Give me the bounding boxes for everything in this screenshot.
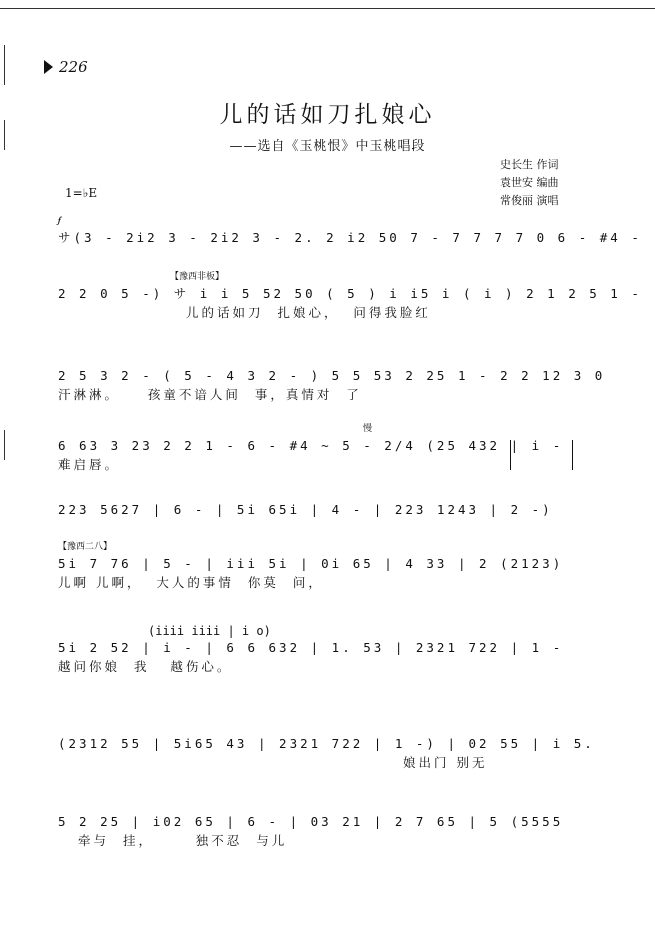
bar-line <box>572 440 573 470</box>
section-tag <box>58 798 578 812</box>
score-system <box>58 720 595 772</box>
notation-line: 6 63 3 23 2 2 1 - 6 - #4 ~ 5 - 2/4 (25 432 | i - <box>58 438 564 453</box>
notation-line: 223 5627 | 6 - | 5i 65i | 4 - | 223 1243 | 2 -) <box>58 502 553 517</box>
notation-line: 2 5 3 2 - ( 5 - 4 3 2 - ) 5 5 53 2 25 1 - 2 2 12 3 0 <box>58 368 606 383</box>
score-system <box>58 214 642 248</box>
song-title: 儿的话如刀扎娘心 <box>219 102 436 128</box>
section-tag: 【豫西二八】 <box>58 542 113 552</box>
lyric-line: 娘出门 别无 <box>403 755 488 770</box>
lyric-line: 儿啊 儿啊， 大人的事情 你莫 问， <box>58 575 324 590</box>
notation-line: 2 2 0 5 -) サ i i 5 52 50 ( 5 ) i i5 i ( i ) 2 1 2 5 1 - <box>58 286 642 301</box>
score-system <box>58 270 642 322</box>
lyric-line: 儿的话如刀 扎娘心， 问得我脸红 <box>186 305 431 320</box>
section-tag <box>58 352 578 366</box>
top-rule <box>0 8 655 9</box>
notation-line: 5i 7 76 | 5 - | iii 5i | 0i 65 | 4 33 | 2 (2123) <box>58 556 564 571</box>
score-system <box>58 352 606 404</box>
accompaniment-line: (iiii iiii | i o) <box>148 624 271 638</box>
notation-line: 5 2 25 | i02 65 | 6 - | 03 21 | 2 7 65 | 5 (5555 <box>58 814 564 829</box>
notation-line: サ(3 - 2i2 3 - 2i2 3 - 2. 2 i2 50 7 - 7 7 7 7 0 6 - #4 - <box>58 230 642 245</box>
bar-line <box>510 440 511 470</box>
score-system <box>58 422 578 474</box>
section-tag: 【豫西非板】 <box>170 272 225 282</box>
lyricist-credit: 史长生 作词 <box>500 158 559 171</box>
page-edge-mark <box>4 45 5 85</box>
key-signature: 1=♭E <box>65 186 98 200</box>
section-tag <box>58 486 578 500</box>
notation-line: 5i 2 52 | i - | 6 6 632 | 1. 53 | 2321 722 | 1 - <box>58 640 564 655</box>
lyric-line: 汗淋淋。 孩童不谙人间 事，真情对 了 <box>58 387 362 402</box>
tempo-mark: 慢 <box>363 424 373 434</box>
page-edge-mark <box>4 430 5 460</box>
lyric-line: 越问你娘 我 越伤心。 <box>58 659 233 674</box>
performer-credit: 常俊丽 演唱 <box>500 194 559 207</box>
arranger-credit: 袁世安 编曲 <box>500 176 559 189</box>
score-system <box>58 486 578 520</box>
score-system <box>58 798 578 850</box>
section-tag <box>58 720 578 734</box>
lyric-line: 牵与 挂， 独不忍 与儿 <box>78 833 288 848</box>
score-system <box>58 624 578 676</box>
score-system <box>58 540 578 592</box>
notation-line: (2312 55 | 5i65 43 | 2321 722 | 1 -) | 02 55 | i 5. <box>58 736 595 751</box>
lyric-line: 难启唇。 <box>58 457 121 472</box>
page-number: 226 <box>44 58 88 76</box>
dynamic-mark: 𝆑 <box>58 216 61 226</box>
song-subtitle: ——选自《玉桃恨》中玉桃唱段 <box>229 139 426 154</box>
page-arrow-icon <box>44 60 53 74</box>
credits <box>500 156 559 210</box>
